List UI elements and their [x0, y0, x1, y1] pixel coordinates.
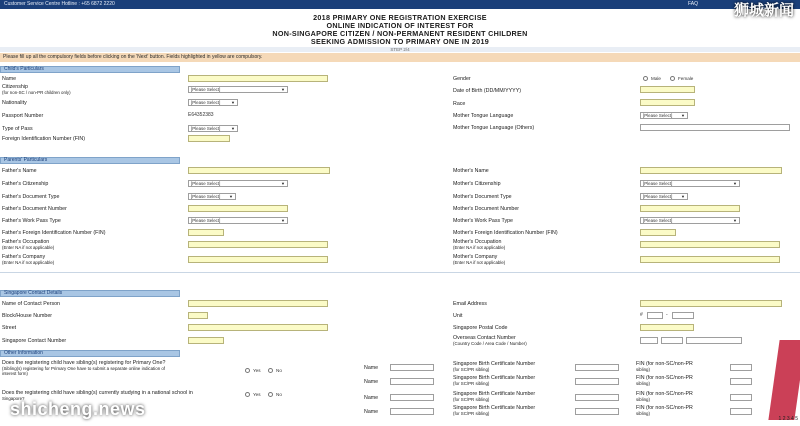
q2-note: Singapore? [2, 396, 25, 401]
mother-citizenship-label: Mother's Citizenship [453, 181, 501, 187]
unit-hash: # [640, 312, 643, 318]
mother-fin-input[interactable] [640, 229, 676, 236]
citizenship-note: (for non-SC / non-PR children only) [2, 90, 71, 95]
fin-input[interactable] [188, 135, 230, 142]
overseas-country-input[interactable] [640, 337, 658, 344]
title-line-2: ONLINE INDICATION OF INTEREST FOR [326, 21, 474, 30]
email-label: Email Address [453, 301, 487, 307]
chevron-down-icon: ▼ [281, 218, 285, 223]
faq-link[interactable]: FAQ [688, 1, 699, 7]
overseas-label: Overseas Contact Number [453, 335, 516, 341]
sibling-fin-note: sibling) [636, 397, 650, 402]
chevron-down-icon: ▼ [229, 194, 233, 199]
unit-dash: - [666, 312, 668, 318]
sibling-name-input[interactable] [390, 378, 434, 385]
mother-company-label: Mother's Company [453, 254, 498, 260]
gender-male-label: Male [651, 76, 661, 81]
father-work-pass-label: Father's Work Pass Type [2, 218, 61, 224]
father-doc-type-label: Father's Document Type [2, 194, 60, 200]
mother-company-input[interactable] [640, 256, 780, 263]
title-line-3: NON-SINGAPORE CITIZEN / NON-PERMANENT RESIDENT CHILDREN [272, 29, 528, 38]
q1-yes-label: Yes [253, 368, 261, 373]
gender-female-radio[interactable] [670, 76, 675, 81]
instructions-banner: Please fill up all the compulsory fields before clicking on the 'Next' button. Fields highlighted in yellow are compulsory. [0, 53, 800, 62]
q2-no-label: No [276, 392, 282, 397]
father-work-pass-value: [Please Select] [191, 218, 221, 223]
section-divider [0, 272, 800, 273]
mother-doc-type-select[interactable] [640, 193, 688, 200]
unit-floor-input[interactable] [647, 312, 663, 319]
mother-work-pass-label: Mother's Work Pass Type [453, 218, 513, 224]
nationality-select[interactable] [188, 99, 238, 106]
father-company-note: (Enter NA if not applicable) [2, 260, 55, 265]
father-occupation-input[interactable] [188, 241, 328, 248]
q2-no-radio[interactable] [268, 392, 273, 397]
unit-label: Unit [453, 313, 463, 319]
mother-tongue-label: Mother Tongue Language [453, 113, 514, 119]
father-doc-number-label: Father's Document Number [2, 206, 67, 212]
block-input[interactable] [188, 312, 208, 319]
q1-no-radio[interactable] [268, 368, 273, 373]
birth-cert-input[interactable] [575, 378, 619, 385]
sibling-fin-label: FIN (for non-SC/non-PR [636, 405, 693, 411]
sibling-fin-label: FIN (for non-SC/non-PR [636, 361, 693, 367]
father-occupation-label: Father's Occupation [2, 239, 50, 245]
nationality-select-value: [Please Select] [191, 100, 221, 105]
q1-yes-radio[interactable] [245, 368, 250, 373]
chevron-down-icon: ▼ [681, 194, 685, 199]
sibling-fin-label: FIN (for non-SC/non-PR [636, 391, 693, 397]
sibling-name-input[interactable] [390, 408, 434, 415]
mother-doc-type-label: Mother's Document Type [453, 194, 512, 200]
sibling-name-label: Name [364, 379, 379, 385]
father-work-pass-select[interactable] [188, 217, 288, 224]
birth-cert-label: Singapore Birth Certificate Number [453, 361, 536, 367]
mother-tongue-others-input[interactable] [640, 124, 790, 131]
mother-doc-type-value: [Please Select] [643, 194, 673, 199]
mother-doc-number-label: Mother's Document Number [453, 206, 520, 212]
father-doc-type-value: [Please Select] [191, 194, 221, 199]
birth-cert-input[interactable] [575, 394, 619, 401]
section-parents: Parents' Particulars [0, 157, 180, 164]
sibling-fin-note: sibling) [636, 411, 650, 416]
father-citizenship-label: Father's Citizenship [2, 181, 49, 187]
birth-cert-input[interactable] [575, 408, 619, 415]
street-label: Street [2, 325, 17, 331]
sibling-fin-input[interactable] [730, 408, 752, 415]
birth-cert-note: (for SC/PR sibling) [453, 397, 490, 402]
passport-label: Passport Number [2, 113, 44, 119]
chevron-down-icon: ▼ [281, 87, 285, 92]
pass-type-select[interactable] [188, 125, 238, 132]
q1-note: (Sibling(s) registering for Primary One have to submit a separate online indication of [2, 366, 166, 371]
child-name-input[interactable] [188, 75, 328, 82]
gender-label: Gender [453, 76, 471, 82]
father-fin-label: Father's Foreign Identification Number (FIN) [2, 230, 106, 236]
father-citizenship-value: [Please Select] [191, 181, 221, 186]
pager[interactable]: 1 2 3 4 5 [778, 416, 798, 422]
mother-tongue-select-value: [Please Select] [643, 113, 673, 118]
contact-person-label: Name of Contact Person [2, 301, 60, 307]
street-input[interactable] [188, 324, 328, 331]
birth-cert-label: Singapore Birth Certificate Number [453, 375, 536, 381]
father-doc-number-input[interactable] [188, 205, 288, 212]
father-name-input[interactable] [188, 167, 330, 174]
q1-text: Does the registering child have sibling(s) registering for Primary One? [2, 360, 166, 366]
contact-person-input[interactable] [188, 300, 328, 307]
sibling-name-input[interactable] [390, 364, 434, 371]
gender-female-label: Female [678, 76, 694, 81]
sg-contact-label: Singapore Contact Number [2, 338, 67, 344]
mother-doc-number-input[interactable] [640, 205, 740, 212]
gender-male-radio[interactable] [643, 76, 648, 81]
mother-name-label: Mother's Name [453, 168, 489, 174]
block-label: Block/House Number [2, 313, 53, 319]
brand-watermark: 狮城新闻 [733, 2, 794, 19]
chevron-down-icon: ▼ [681, 113, 685, 118]
mother-fin-label: Mother's Foreign Identification Number (FIN) [453, 230, 558, 236]
nationality-label: Nationality [2, 100, 27, 106]
section-other: Other Information [0, 350, 180, 357]
father-company-label: Father's Company [2, 254, 46, 260]
sibling-fin-note: sibling) [636, 367, 650, 372]
chevron-down-icon: ▼ [733, 181, 737, 186]
mother-work-pass-select[interactable] [640, 217, 740, 224]
q2-text: Does the registering child have sibling(s) currently studying in a national school in [2, 390, 193, 396]
sibling-fin-input[interactable] [730, 394, 752, 401]
chevron-down-icon: ▼ [231, 126, 235, 131]
mother-tongue-select[interactable] [640, 112, 688, 119]
hotline-text: Customer Service Centre Hotline : +65 6872 2220 [4, 1, 115, 7]
pass-type-label: Type of Pass [2, 126, 33, 132]
site-watermark: shicheng.news [10, 399, 146, 419]
title-line-4: SEEKING ADMISSION TO PRIMARY ONE IN 2019 [310, 37, 490, 46]
sibling-name-label: Name [364, 409, 379, 415]
mother-occupation-input[interactable] [640, 241, 780, 248]
father-company-input[interactable] [188, 256, 328, 263]
birth-cert-label: Singapore Birth Certificate Number [453, 391, 536, 397]
birth-cert-note: (for SC/PR sibling) [453, 411, 490, 416]
section-contact: Singapore Contact Details [0, 290, 180, 297]
sibling-fin-label: FIN (for non-SC/non-PR [636, 375, 693, 381]
passport-value: E64352383 [188, 112, 214, 118]
pass-type-select-value: [Please Select] [191, 126, 221, 131]
dob-label: Date of Birth (DD/MM/YYYY) [453, 88, 521, 94]
sibling-name-input[interactable] [390, 394, 434, 401]
mother-citizenship-select[interactable] [640, 180, 740, 187]
chevron-down-icon: ▼ [281, 181, 285, 186]
sibling-fin-note: sibling) [636, 381, 650, 386]
birth-cert-note: (for SC/PR sibling) [453, 367, 490, 372]
child-name-label: Name [2, 76, 17, 82]
postal-label: Singapore Postal Code [453, 325, 508, 331]
chevron-down-icon: ▼ [231, 100, 235, 105]
chevron-down-icon: ▼ [733, 218, 737, 223]
step-indicator: STEP 2/4 [0, 47, 800, 52]
overseas-area-input[interactable] [661, 337, 683, 344]
father-occupation-note: (Enter NA if not applicable) [2, 245, 55, 250]
postal-input[interactable] [640, 324, 694, 331]
corner-ribbon [768, 340, 800, 420]
citizenship-select-value: [Please Select] [191, 87, 221, 92]
dob-input[interactable] [640, 86, 695, 93]
father-name-label: Father's Name [2, 168, 37, 174]
section-child: Child's Particulars [0, 66, 180, 73]
overseas-note: (Country Code / Area Code / Number) [453, 341, 527, 346]
father-citizenship-select[interactable] [188, 180, 288, 187]
father-doc-type-select[interactable] [188, 193, 236, 200]
race-input[interactable] [640, 99, 695, 106]
sibling-fin-input[interactable] [730, 378, 752, 385]
title-line-1: 2018 PRIMARY ONE REGISTRATION EXERCISE [313, 13, 487, 22]
citizenship-select[interactable] [188, 86, 288, 93]
fin-label: Foreign Identification Number (FIN) [2, 136, 86, 142]
citizenship-label: Citizenship [2, 84, 28, 90]
birth-cert-note: (for SC/PR sibling) [453, 381, 490, 386]
sg-contact-input[interactable] [188, 337, 224, 344]
race-label: Race [453, 101, 466, 107]
email-input[interactable] [640, 300, 782, 307]
mother-occupation-note: (Enter NA if not applicable) [453, 245, 506, 250]
q1-note-2: interest form) [2, 371, 28, 376]
sibling-fin-input[interactable] [730, 364, 752, 371]
q2-yes-label: Yes [253, 392, 261, 397]
sibling-name-label: Name [364, 365, 379, 371]
q2-yes-radio[interactable] [245, 392, 250, 397]
q1-no-label: No [276, 368, 282, 373]
mother-tongue-others-label: Mother Tongue Language (Others) [453, 125, 535, 131]
mother-occupation-label: Mother's Occupation [453, 239, 502, 245]
father-fin-input[interactable] [188, 229, 224, 236]
mother-name-input[interactable] [640, 167, 782, 174]
unit-number-input[interactable] [672, 312, 694, 319]
overseas-number-input[interactable] [686, 337, 742, 344]
birth-cert-label: Singapore Birth Certificate Number [453, 405, 536, 411]
mother-company-note: (Enter NA if not applicable) [453, 260, 506, 265]
mother-work-pass-value: [Please Select] [643, 218, 673, 223]
mother-citizenship-value: [Please Select] [643, 181, 673, 186]
sibling-name-label: Name [364, 395, 379, 401]
birth-cert-input[interactable] [575, 364, 619, 371]
